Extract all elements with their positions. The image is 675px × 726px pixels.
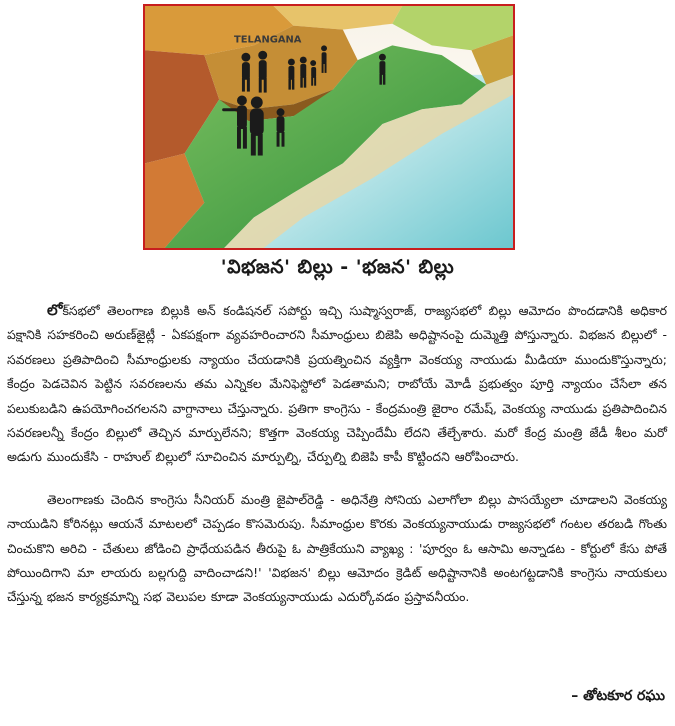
article-paragraph-2: తెలంగాణకు చెందిన కాంగ్రెసు సీనియర్ మంత్రి జైపాల్‌రెడ్డి - అధినేత్రి సోనియ ఎలాగోలా బిల్లు పాసయ్యేలా చూడాలని వెంకయ్య నాయుడిని కోరినట్లు ఆయనే మాటలలో చెప్పడం కొసమెరుపు. సీమాంధ్రుల కొరకు వెంకయ్యనాయుడు రాజ్యసభలో గంటల తరబడి గొంతు చించుకొని అరిచి - చేతులు జోడించి ప్రాధేయపడిన తీరుపై ఓ పాత్రికేయుని వ్యాఖ్య : 'పూర్వం ఓ ఆసామి అన్నాడట - కోర్టులో కేసు పోతే పోయిందిగాని మా లాయరు బల్లగుద్ది వాదించాడని!' 'విభజన' బిల్లు ఆమోదం క్రెడిట్ అధిష్టానానికి అంటగట్టడానికి కాంగ్రెసు నాయకులు చేస్తున్న భజన కార్యక్రమాన్ని సభ వెలుపల కూడా వెంకయ్యనాయుడు ఎదుర్కోవడం ప్రస్తావనీయం.	[7, 491, 667, 605]
paragraph-lead-word: లో	[47, 301, 63, 319]
map-people-illustration	[145, 6, 513, 248]
article-paragraph-1	[7, 298, 667, 470]
author-signature: – తోటకూర రఘు	[571, 688, 665, 704]
article-body	[7, 298, 667, 610]
article-headline: 'విభజన' బిల్లు - 'భజన' బిల్లు	[220, 256, 455, 278]
paragraph-1-text: క్‌సభలో తెలంగాణ బిల్లుకి అన్ కండిషనల్ సపోర్టు ఇచ్చి సుష్మాస్వరాజ్, రాజ్యసభలో బిల్లు ఆమోదం పొందడానికి అధికార పక్షానికి సహకరించి అరుణ్‌జైట్లీ - ఏకపక్షంగా వ్యవహరించారని సీమాంధ్రులు బిజెపి అధిష్టానంపై దుమ్మెత్తి పోస్తున్నారు. విభజన బిల్లులో - సవరణలు ప్రతిపాదించి సీమాంధ్రులకు న్యాయం చేయడానికి ప్రయత్నించిన వ్యక్తిగా వెంకయ్య నాయుడు మీడియా ముందుకొస్తున్నారు; కేంద్రం పెడచెవిన పెట్టిన సవరణలను తమ ఎన్నికల మేనిఫెస్టోలో పెడతామని; రాబోయే మోడీ ప్రభుత్వం పూర్తి న్యాయం చేసేలా తన పలుకుబడిని ఉపయోగించగలనని వాగ్దానాలు చేస్తున్నారు. ప్రతిగా కాంగ్రెసు - కేంద్రమంత్రి జైరాం రమేష్, వెంకయ్య నాయుడు ప్రతిపాదించిన సవరణలన్నీ కేంద్రం బిల్లులో తెచ్చిన మార్పులేనని; కొత్తగా వెంకయ్య చెప్పిందేమీ లేదని తేల్చేశారు. మరో కేంద్ర మంత్రి జేడీ శీలం మరో అడుగు ముందుకేసి - రాహుల్ బిల్లులో సూచించిన మార్పుల్ని, చేర్పుల్ని బిజెపి కాపీ కొట్టిందని ఆరోపించారు.	[7, 303, 667, 465]
map-label-telangana: TELANGANA	[234, 34, 302, 46]
news-illustration	[143, 4, 515, 250]
